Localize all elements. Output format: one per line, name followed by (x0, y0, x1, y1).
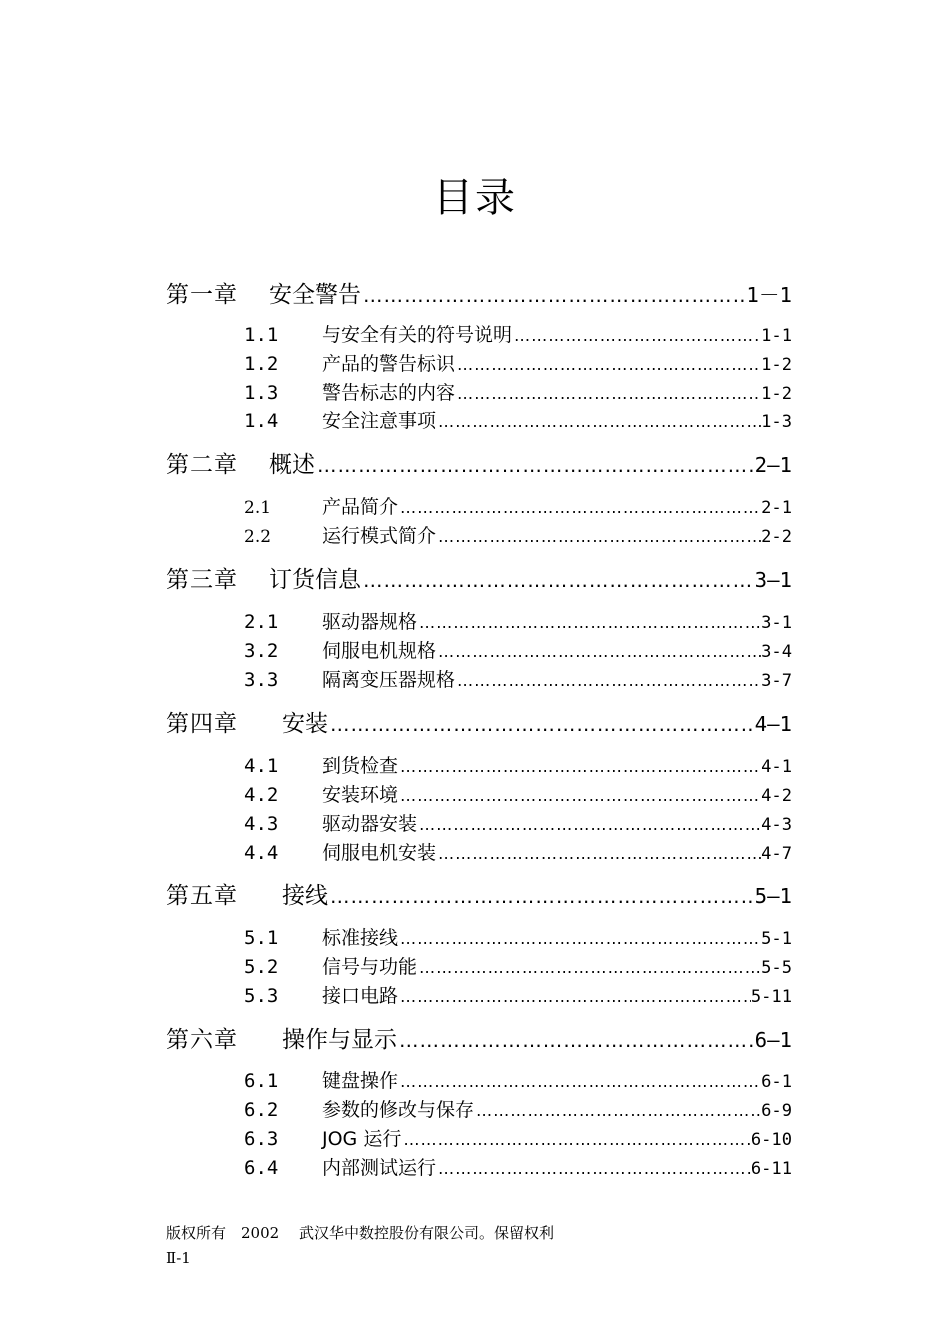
chapter-title: 安装 (282, 711, 328, 737)
chapter-label: 第五章 (166, 883, 238, 909)
section-title: 运行模式简介 (322, 525, 437, 547)
toc-chapter-6[interactable] (166, 1025, 792, 1056)
chapter-title: 操作与显示 (282, 1027, 397, 1053)
leader-dots (474, 1098, 761, 1124)
leader-dots (398, 783, 761, 809)
toc-section-3-2[interactable] (244, 638, 792, 665)
leader-dots (398, 754, 761, 780)
section-number: 4.1 (244, 755, 279, 777)
toc-chapter-1[interactable] (166, 280, 792, 311)
page-reference: 4-2 (761, 786, 792, 806)
section-number: 5.3 (244, 985, 279, 1007)
toc-section-6-1[interactable] (244, 1068, 792, 1095)
leader-dots (401, 1127, 751, 1153)
section-number: 5.1 (244, 927, 279, 949)
toc-section-2-2[interactable] (244, 523, 792, 550)
page-number: Ⅱ-1 (166, 1249, 191, 1267)
chapter-label: 第一章 (166, 282, 238, 308)
toc-section-1-2[interactable] (244, 351, 792, 378)
section-number: 1.1 (244, 324, 279, 346)
page-reference: 3—1 (754, 568, 792, 592)
chapter-label: 第六章 (166, 1027, 238, 1053)
toc-section-1-4[interactable] (244, 408, 792, 435)
toc-section-2-1[interactable] (244, 494, 792, 521)
section-title: 隔离变压器规格 (322, 669, 456, 691)
toc-section-5-3[interactable] (244, 983, 792, 1010)
section-title: 接口电路 (322, 985, 399, 1007)
page-reference: 1-1 (761, 326, 792, 346)
section-title: 键盘操作 (322, 1070, 399, 1092)
page-reference: 2—1 (754, 453, 792, 477)
section-number: 6.4 (244, 1157, 279, 1179)
chapter-label: 第二章 (166, 452, 238, 478)
page-reference: 4—1 (754, 712, 792, 736)
page-reference: 6-1 (761, 1072, 792, 1092)
page-reference: 2-1 (761, 498, 792, 518)
page-reference: 3-1 (761, 613, 792, 633)
section-number: 4.3 (244, 813, 279, 835)
page-reference: 1-2 (761, 384, 792, 404)
section-number: 6.1 (244, 1070, 279, 1092)
leader-dots (398, 1069, 761, 1095)
leader-dots (455, 381, 761, 407)
leader-dots (436, 1156, 751, 1182)
leader-dots (455, 668, 761, 694)
section-number: 2.2 (244, 527, 272, 547)
leader-dots (328, 882, 755, 912)
section-title: 警告标志的内容 (322, 382, 456, 404)
page-reference: 5-5 (761, 958, 792, 978)
section-number: 2.1 (244, 611, 279, 633)
section-title: 伺服电机规格 (322, 640, 437, 662)
page-reference: 1-3 (761, 412, 792, 432)
chapter-title: 安全警告 (269, 282, 361, 308)
section-number: 2.1 (244, 498, 272, 518)
toc-section-5-2[interactable] (244, 954, 792, 981)
toc-section-6-4[interactable] (244, 1155, 792, 1182)
page-reference: 3-7 (761, 671, 792, 691)
toc-section-4-1[interactable] (244, 753, 792, 780)
leader-dots (397, 1026, 755, 1056)
section-title: 驱动器安装 (322, 813, 418, 835)
leader-dots (417, 610, 761, 636)
section-title: 产品简介 (322, 496, 399, 518)
page-reference: 6-9 (761, 1101, 792, 1121)
section-title: JOG 运行 (322, 1128, 402, 1150)
copyright-notice: 版权所有 2002 武汉华中数控股份有限公司。保留权利 (166, 1224, 554, 1242)
page-reference: 5-11 (750, 987, 792, 1007)
toc-section-1-1[interactable] (244, 322, 792, 349)
toc-chapter-4[interactable] (166, 709, 792, 740)
section-number: 6.2 (244, 1099, 279, 1121)
leader-dots (436, 409, 761, 435)
section-title: 与安全有关的符号说明 (322, 324, 513, 346)
leader-dots (398, 984, 751, 1010)
leader-dots (436, 841, 761, 867)
page-reference: 5—1 (754, 884, 792, 908)
section-title: 信号与功能 (322, 956, 418, 978)
section-number: 1.3 (244, 382, 279, 404)
chapter-title: 概述 (269, 452, 315, 478)
section-title: 产品的警告标识 (322, 353, 456, 375)
leader-dots (436, 639, 761, 665)
section-number: 6.3 (244, 1128, 279, 1150)
section-title: 到货检查 (322, 755, 399, 777)
page-reference: 6—1 (754, 1028, 792, 1052)
toc-section-4-3[interactable] (244, 811, 792, 838)
leader-dots (398, 926, 761, 952)
chapter-label: 第四章 (166, 711, 238, 737)
toc-section-4-4[interactable] (244, 840, 792, 867)
page-title: 目录 (433, 175, 517, 221)
toc-section-3-1[interactable] (244, 609, 792, 636)
chapter-title: 接线 (282, 883, 328, 909)
page-reference: 1－1 (746, 283, 792, 307)
section-title: 驱动器规格 (322, 611, 418, 633)
toc-section-5-1[interactable] (244, 925, 792, 952)
chapter-label: 第三章 (166, 567, 238, 593)
page-reference: 4-1 (761, 757, 792, 777)
page-reference: 5-1 (761, 929, 792, 949)
section-number: 4.4 (244, 842, 279, 864)
section-number: 4.2 (244, 784, 279, 806)
toc-chapter-2[interactable] (166, 450, 792, 481)
leader-dots (512, 323, 761, 349)
section-number: 3.3 (244, 669, 279, 691)
leader-dots (455, 352, 761, 378)
toc-section-1-3[interactable] (244, 380, 792, 407)
section-title: 安装环境 (322, 784, 399, 806)
leader-dots (361, 566, 755, 596)
section-number: 1.4 (244, 410, 279, 432)
leader-dots (361, 281, 746, 311)
section-number: 3.2 (244, 640, 279, 662)
section-number: 5.2 (244, 956, 279, 978)
leader-dots (436, 524, 761, 550)
leader-dots (417, 812, 761, 838)
section-number: 1.2 (244, 353, 279, 375)
page-reference: 3-4 (761, 642, 792, 662)
chapter-title: 订货信息 (269, 567, 361, 593)
section-title: 内部测试运行 (322, 1157, 437, 1179)
leader-dots (328, 710, 755, 740)
section-title: 标准接线 (322, 927, 399, 949)
toc-section-4-2[interactable] (244, 782, 792, 809)
leader-dots (398, 495, 761, 521)
toc-section-3-3[interactable] (244, 667, 792, 694)
toc-section-6-2[interactable] (244, 1097, 792, 1124)
page-reference: 2-2 (761, 527, 792, 547)
page-reference: 4-3 (761, 815, 792, 835)
toc-chapter-3[interactable] (166, 565, 792, 596)
page-reference: 4-7 (761, 844, 792, 864)
leader-dots (417, 955, 761, 981)
section-title: 参数的修改与保存 (322, 1099, 475, 1121)
toc-chapter-5[interactable] (166, 881, 792, 912)
section-title: 伺服电机安装 (322, 842, 437, 864)
page-reference: 1-2 (761, 355, 792, 375)
section-title: 安全注意事项 (322, 410, 437, 432)
toc-section-6-3[interactable] (244, 1126, 792, 1153)
leader-dots (315, 451, 755, 481)
page-reference: 6-10 (750, 1130, 792, 1150)
page-reference: 6-11 (750, 1159, 792, 1179)
